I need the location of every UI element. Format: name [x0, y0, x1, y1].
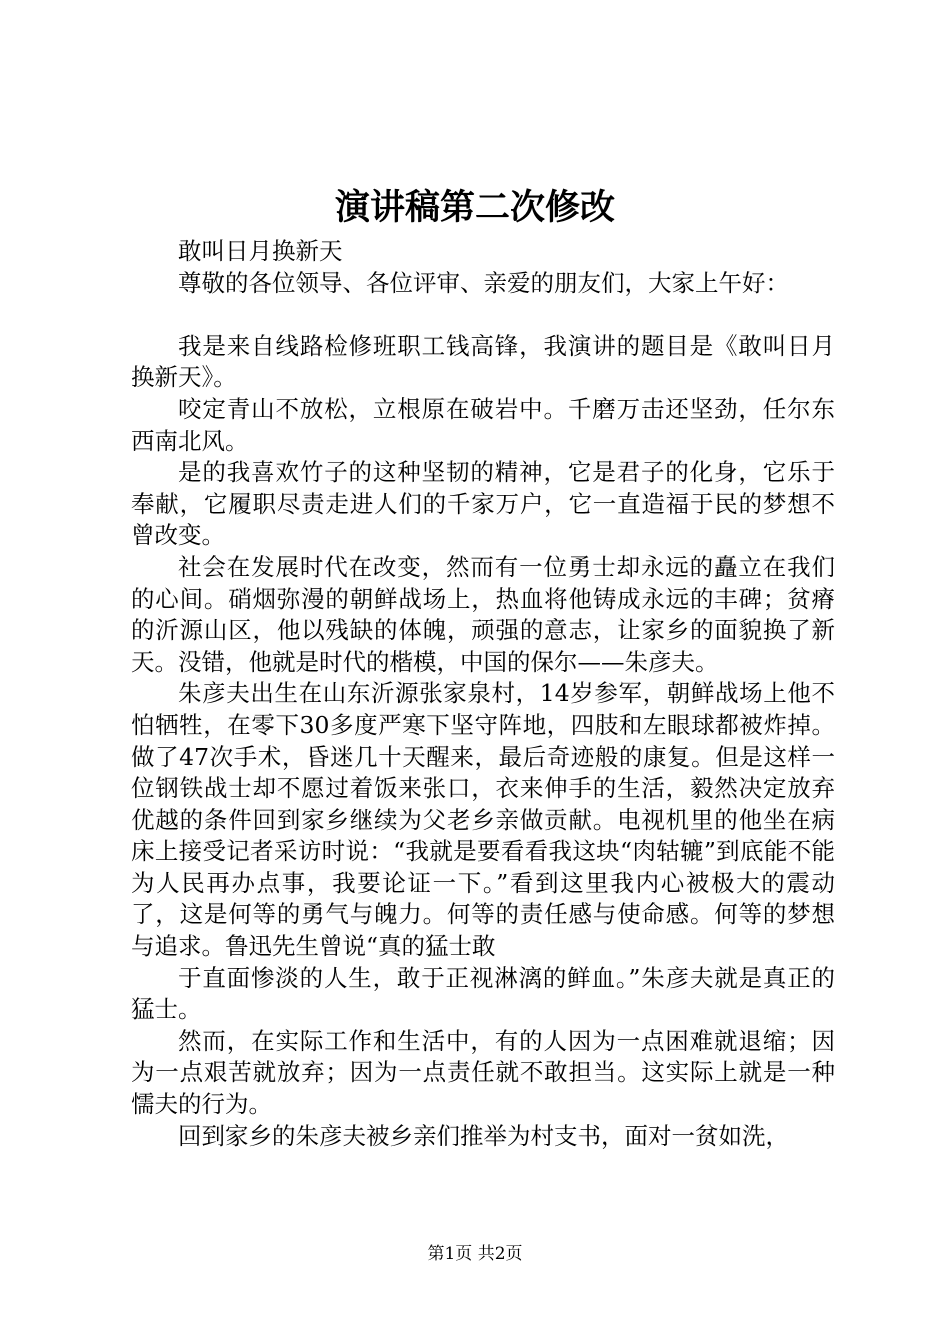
paragraph: 于直面惨淡的人生，敢于正视淋漓的鲜血。”朱彦夫就是真正的猛士。 [131, 963, 835, 1024]
paragraph-greeting: 尊敬的各位领导、各位评审、亲爱的朋友们，大家上午好： [178, 268, 789, 297]
paragraph: 朱彦夫出生在山东沂源张家泉村，14岁参军，朝鲜战场上他不怕牺牲，在零下30多度严寒下坚守阵地，四肢和左眼球都被炸掉。做了47次手术，昏迷几十天醒来，最后奇迹般的康复。但是这样一位钢铁战士却不愿过着饭来张口，衣来伸手的生活，毅然决定放弃优越的条件回到家乡继续为父老乡亲做贡献。电视机里的他坐在病床上接受记者采访时说：“我就是要看看我这块“肉轱辘”到底能不能为人民再办点事，我要论证一下。”看到这里我内心被极大的震动了，这是何等的勇气与魄力。何等的责任感与使命感。何等的梦想与追求。鲁迅先生曾说“真的猛士敢 [131, 679, 835, 961]
paragraph: 是的我喜欢竹子的这种坚韧的精神，它是君子的化身，它乐于奉献，它履职尽责走进人们的千家万户，它一直造福于民的梦想不曾改变。 [131, 458, 835, 550]
document-body [131, 236, 835, 1152]
document-title: 演讲稿第二次修改 [334, 187, 615, 228]
paragraph: 社会在发展时代在改变，然而有一位勇士却永远的矗立在我们的心间。硝烟弥漫的朝鲜战场上，热血将他铸成永远的丰碑；贫瘠的沂源山区，他以残缺的体魄，顽强的意志，让家乡的面貌换了新天。没错，他就是时代的楷模，中国的保尔——朱彦夫。 [131, 552, 835, 676]
paragraph: 我是来自线路检修班职工钱高锋，我演讲的题目是《敢叫日月换新天》。 [131, 331, 835, 392]
paragraph: 咬定青山不放松，立根原在破岩中。千磨万击还坚劲，任尔东西南北风。 [131, 394, 835, 455]
paragraph-subtitle: 敢叫日月换新天 [178, 237, 343, 265]
paragraph: 回到家乡的朱彦夫被乡亲们推举为村支书，面对一贫如洗， [178, 1121, 789, 1150]
page-number-footer: 第1页 共2页 [427, 1244, 523, 1264]
paragraph: 然而，在实际工作和生活中，有的人因为一点困难就退缩；因为一点艰苦就放弃；因为一点责任就不敢担当。这实际上就是一种懦夫的行为。 [131, 1026, 835, 1119]
